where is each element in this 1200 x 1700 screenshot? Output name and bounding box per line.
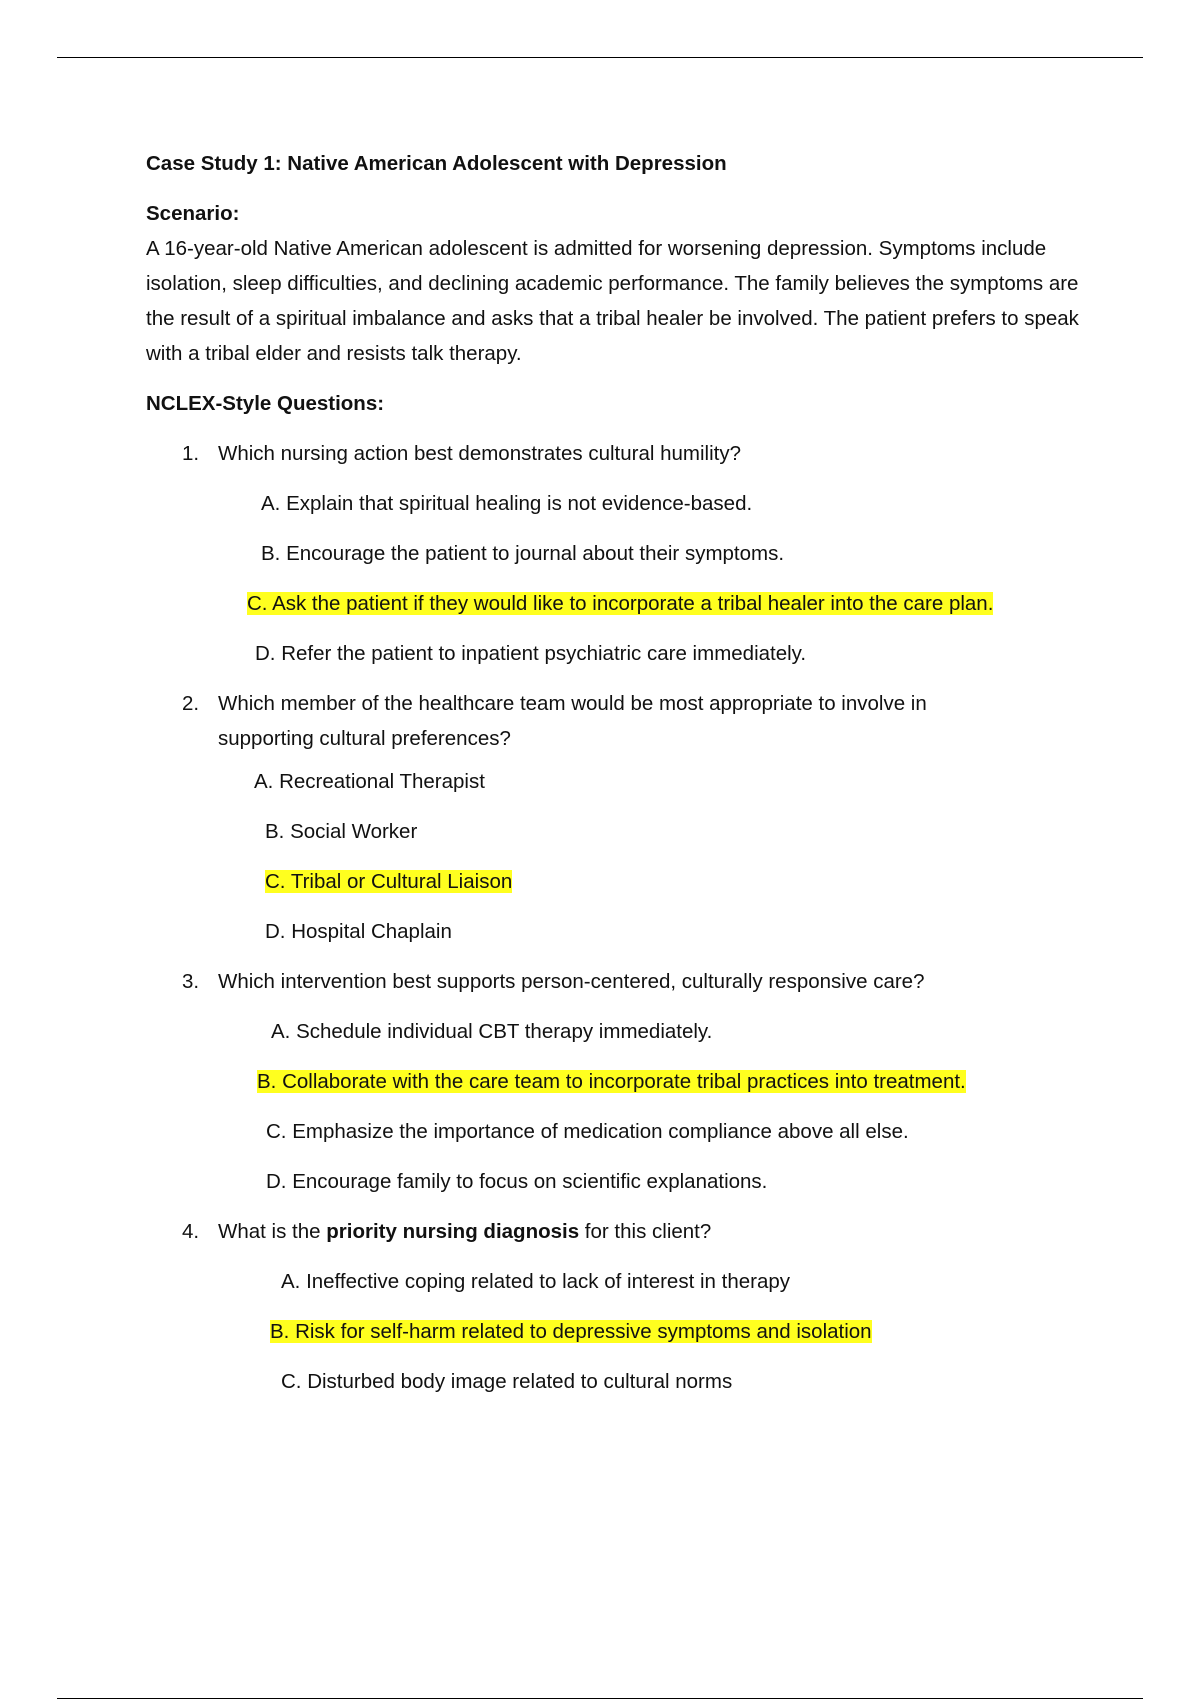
option-text: A. Recreational Therapist — [254, 770, 485, 793]
question-2-option-b — [146, 814, 1106, 849]
option-text: C. Disturbed body image related to cultural norms — [281, 1370, 733, 1393]
question-number: 4. — [182, 1220, 200, 1243]
question-4-option-a — [146, 1264, 1106, 1299]
option-text: A. Explain that spiritual healing is not evidence-based. — [261, 492, 753, 515]
scenario-label: Scenario: — [146, 202, 240, 225]
option-text: C. Emphasize the importance of medication compliance above all else. — [266, 1120, 909, 1143]
scenario-text: A 16-year-old Native American adolescent is admitted for worsening depression. Symptoms include isolation, sleep difficulties, and declining academic performance. The family believes the symptoms are the result of a spiritual imbalance and asks that a tribal healer be involved. The patient prefers to speak with a tribal elder and resists talk therapy. — [146, 237, 1079, 365]
question-3-option-a — [146, 1014, 1106, 1049]
question-1-option-c-highlighted — [146, 586, 1037, 621]
question-1 — [146, 436, 1106, 471]
question-2-option-a — [146, 764, 1106, 799]
question-1-option-a — [146, 486, 1106, 521]
question-3-option-d — [146, 1164, 1106, 1199]
question-3-option-c — [146, 1114, 1106, 1149]
question-1-option-d — [146, 636, 1106, 671]
question-3-option-b-highlighted — [146, 1064, 1106, 1099]
question-text-before: What is the — [218, 1220, 327, 1243]
option-text: B. Social Worker — [265, 820, 418, 843]
option-text: D. Encourage family to focus on scientific explanations. — [266, 1170, 768, 1193]
option-text: D. Refer the patient to inpatient psychiatric care immediately. — [255, 642, 807, 665]
question-1-option-b — [146, 536, 1106, 571]
question-text: Which intervention best supports person-centered, culturally responsive care? — [218, 970, 925, 993]
question-3 — [146, 964, 1106, 999]
option-text: B. Risk for self-harm related to depressive symptoms and isolation — [270, 1320, 872, 1343]
document-body — [146, 146, 1106, 1399]
question-text: Which member of the healthcare team would be most appropriate to involve in supporting cultural preferences? — [218, 692, 927, 750]
question-2 — [146, 686, 1106, 756]
question-number: 3. — [182, 970, 200, 993]
question-4 — [146, 1214, 1106, 1249]
option-text: A. Schedule individual CBT therapy immediately. — [271, 1020, 713, 1043]
question-number: 1. — [182, 442, 200, 465]
option-text: A. Ineffective coping related to lack of interest in therapy — [281, 1270, 790, 1293]
question-2-option-c-highlighted — [146, 864, 1106, 899]
option-text: B. Encourage the patient to journal about their symptoms. — [261, 542, 785, 565]
question-text-bold: priority nursing diagnosis — [326, 1220, 580, 1243]
option-text: C. Tribal or Cultural Liaison — [265, 870, 513, 893]
question-4-option-b-highlighted — [146, 1314, 1106, 1349]
option-text: D. Hospital Chaplain — [265, 920, 452, 943]
questions-label: NCLEX-Style Questions: — [146, 392, 385, 415]
option-text: C. Ask the patient if they would like to incorporate a tribal healer into the care plan. — [247, 592, 994, 615]
footer-rule — [57, 1698, 1143, 1699]
case-study-title: Case Study 1: Native American Adolescent with Depression — [146, 152, 727, 175]
question-2-option-d — [146, 914, 1106, 949]
header-rule — [57, 57, 1143, 58]
question-text: Which nursing action best demonstrates cultural humility? — [218, 442, 741, 465]
question-4-option-c — [146, 1364, 1106, 1399]
question-number: 2. — [182, 692, 200, 715]
question-text — [218, 1214, 1018, 1249]
question-text-after: for this client? — [579, 1220, 712, 1243]
option-text: B. Collaborate with the care team to incorporate tribal practices into treatment. — [257, 1070, 966, 1093]
